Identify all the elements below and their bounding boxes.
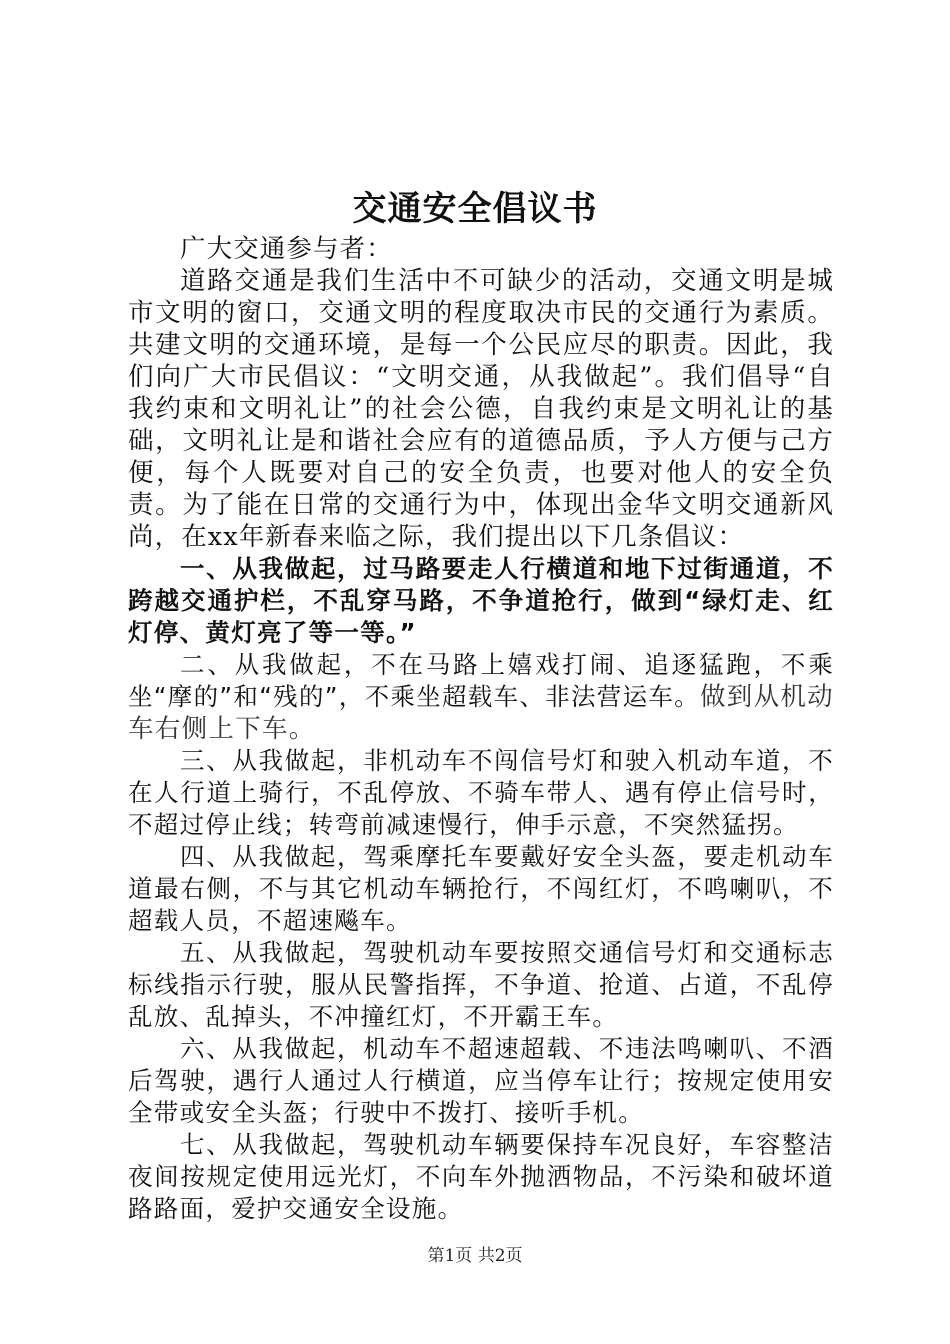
page-footer: 第1页 共2页 [427,1246,523,1266]
proposal-item-4-text: 四、从我做起，驾乘摩托车要戴好安全头盔，要走机动车道最右侧，不与其它机动车辆抢行，不闯红灯，不鸣喇叭，不超载人员，不超速飚车。 [128,842,834,935]
proposal-item-1-text: 一、从我做起，过马路要走人行横道和地下过街通道，不跨越交通护栏，不乱穿马路，不争道抢行，做到“绿灯走、红灯停、黄灯亮了等一等。” [128,554,834,647]
proposal-item-6-text: 六、从我做起，机动车不超速超载、不违法鸣喇叭、不酒后驾驶，遇行人通过人行横道，应当停车让行；按规定使用安全带或安全头盔；行驶中不拨打、接听手机。 [128,1034,834,1127]
proposal-item-2 [128,649,834,745]
proposal-item-1 [128,553,834,649]
proposal-item-5 [128,937,834,1033]
proposal-item-2-text: 二、从我做起，不在马路上嬉戏打闹、追逐猛跑，不乘坐“摩的”和“残的”，不乘坐超载车、非法营运车。 [128,650,834,711]
proposal-item-7 [128,1129,834,1225]
proposal-item-3-text: 三、从我做起，非机动车不闯信号灯和驶入机动车道，不在人行道上骑行，不乱停放、不骑车带人、遇有停止信号时，不超过停止线；转弯前减速慢行，伸手示意，不突然猛拐。 [128,746,834,839]
document-body [128,233,834,1225]
proposal-item-4 [128,841,834,937]
proposal-item-7-text: 七、从我做起，驾驶机动车辆要保持车况良好，车容整洁夜间按规定使用远光灯，不向车外抛洒物品，不污染和破坏道路路面，爱护交通安全设施。 [128,1130,834,1223]
proposal-item-5-text: 五、从我做起，驾驶机动车要按照交通信号灯和交通标志标线指示行驶，服从民警指挥，不争道、抢道、占道，不乱停乱放、乱掉头，不冲撞红灯，不开霸王车。 [128,938,834,1031]
proposal-item-3 [128,745,834,841]
intro-paragraph: 道路交通是我们生活中不可缺少的活动，交通文明是城市文明的窗口，交通文明的程度取决市民的交通行为素质。共建文明的交通环境，是每一个公民应尽的职责。因此，我们向广大市民倡议：“文明交通，从我做起”。我们倡导“自我约束和文明礼让”的社会公德，自我约束是文明礼让的基础，文明礼让是和谐社会应有的道德品质，予人方便与己方便，每个人既要对自己的安全负责，也要对他人的安全负责。为了能在日常的交通行为中，体现出金华文明交通新风尚，在xx年新春来临之际，我们提出以下几条倡议： [128,266,834,552]
greeting: 广大交通参与者： [180,234,393,264]
proposal-item-6 [128,1033,834,1129]
document-title: 交通安全倡议书 [352,189,598,229]
proposal-item-2-tail: 做到从机动车右侧上下车。 [128,682,834,744]
